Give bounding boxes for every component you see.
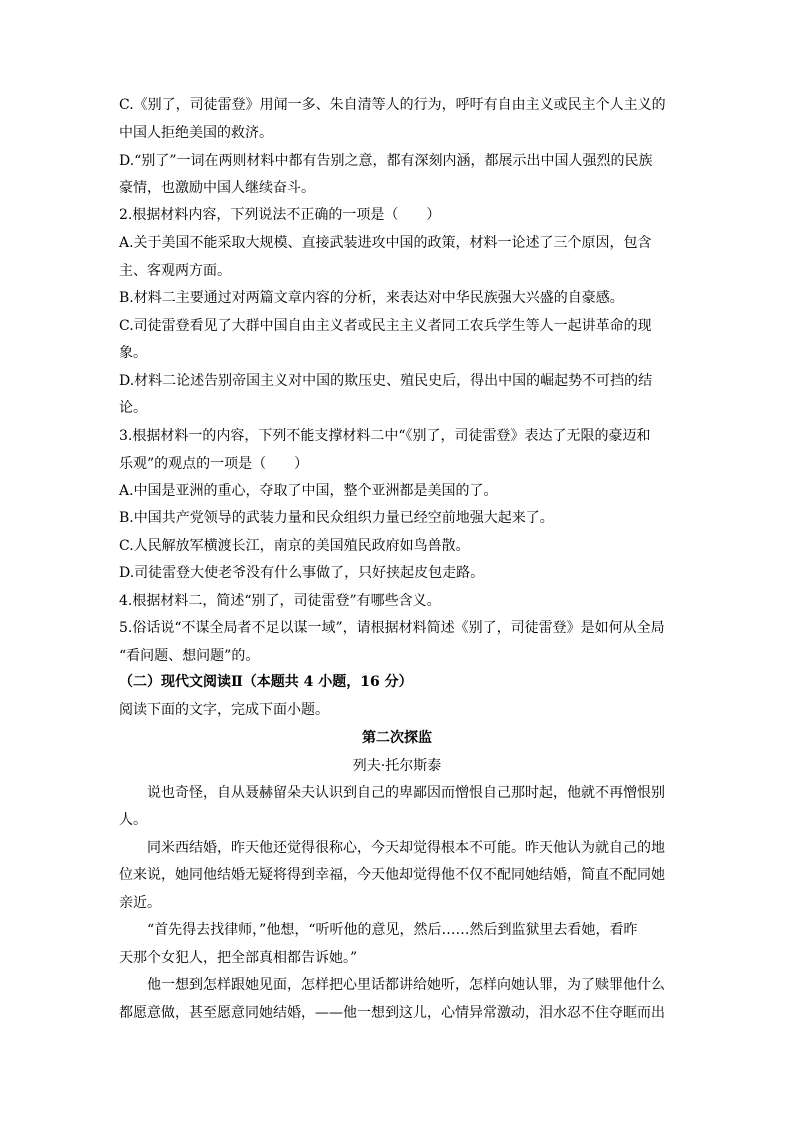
paragraph-4-line-2: 都愿意做，甚至愿意同她结婚，——他一想到这儿，心情异常激动，泪水忍不住夺眶而出 [119,1005,665,1021]
option-c-continuation: 中国人拒绝美国的救济。 [119,125,273,141]
story-title: 第二次探监 [362,730,432,746]
question-4: 4.根据材料二，简述“别了，司徒雷登”有哪些含义。 [119,593,441,609]
option-d-continuation: 豪情，也激励中国人继续奋斗。 [119,180,315,196]
q2-option-a: A.关于美国不能采取大规模、直接武装进攻中国的政策，材料一论述了三个原因，包含 [119,235,652,251]
paragraph-2-line-3: 亲近。 [119,895,161,911]
q3-option-a: A.中国是亚洲的重心，夺取了中国，整个亚洲都是美国的了。 [119,483,498,499]
paragraph-3-line-2: 天那个女犯人，把全部真相都告诉她。” [119,950,358,966]
question-5: 5.俗话说“不谋全局者不足以谋一域”，请根据材料简述《别了，司徒雷登》是如何从全局 [119,620,665,636]
question-5-continuation: “看问题、想问题”的。 [119,648,260,664]
question-3: 3.根据材料一的内容，下列不能支撑材料二中“《别了，司徒雷登》表达了无限的豪迈和 [119,428,651,444]
story-author: 列夫·托尔斯泰 [352,758,442,774]
q2-option-d: D.材料二论述告别帝国主义对中国的欺压史、殖民史后，得出中国的崛起势不可挡的结 [119,373,653,389]
paragraph-2-line-2: 位来说，她同他结婚无疑将得到幸福，今天他却觉得他不仅不配同她结婚，简直不配同她 [119,867,665,883]
q2-option-b: B.材料二主要通过对两篇文章内容的分析，来表达对中华民族强大兴盛的自豪感。 [119,290,624,306]
paragraph-3-line-1: “首先得去找律师，”他想，“听听他的意见，然后……然后到监狱里去看她，看昨 [147,922,638,938]
question-2: 2.根据材料内容，下列说法不正确的一项是（ ） [119,207,441,223]
paragraph-1-line-1: 说也奇怪，自从聂赫留朵夫认识到自己的卑鄙因而憎恨自己那时起，他就不再憎恨别 [147,785,665,801]
section-heading: （二）现代文阅读Ⅱ（本题共 4 小题，16 分） [119,674,413,690]
q2-option-a-continuation: 主、客观两方面。 [119,263,231,279]
q2-option-c: C.司徒雷登看见了大群中国自由主义者或民主主义者同工农兵学生等人一起讲革命的现 [119,318,652,334]
q3-option-d: D.司徒雷登大使老爷没有什么事做了，只好挟起皮包走路。 [119,565,485,581]
q2-option-d-continuation: 论。 [119,400,147,416]
paragraph-1-line-2: 人。 [119,812,147,828]
option-c-line: C.《别了，司徒雷登》用闻一多、朱自清等人的行为，呼吁有自由主义或民主个人主义的 [119,97,666,113]
paragraph-2-line-1: 同米西结婚，昨天他还觉得很称心，今天却觉得根本不可能。昨天他认为就自己的地 [147,840,665,856]
paragraph-4-line-1: 他一想到怎样跟她见面，怎样把心里话都讲给她听，怎样向她认罪，为了赎罪他什么 [147,977,665,993]
option-d-line: D.“别了”一词在两则材料中都有告别之意，都有深刻内涵，都展示出中国人强烈的民族 [119,153,653,169]
instructions: 阅读下面的文字，完成下面小题。 [119,702,329,718]
q3-option-c: C.人民解放军横渡长江，南京的美国殖民政府如鸟兽散。 [119,538,470,554]
q3-option-b: B.中国共产党领导的武装力量和民众组织力量已经空前地强大起来了。 [119,510,554,526]
question-3-continuation: 乐观”的观点的一项是（ ） [119,456,309,472]
q2-option-c-continuation: 象。 [119,345,147,361]
